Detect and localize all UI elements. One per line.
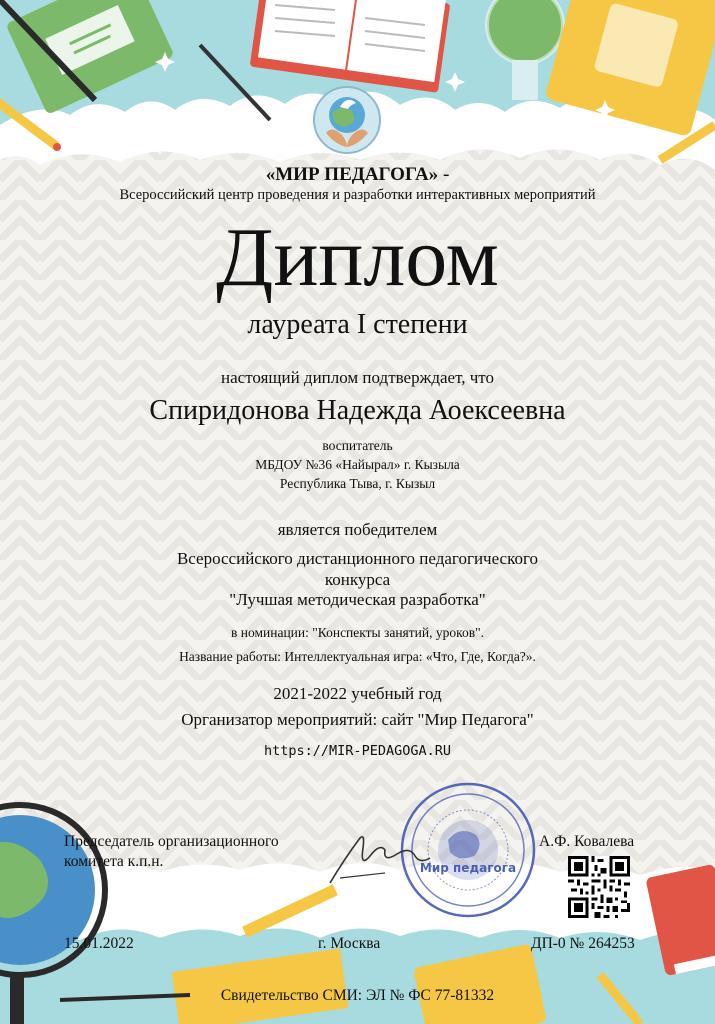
position: воспитатель bbox=[322, 438, 393, 453]
work-title: Название работы: Интеллектуальная игра: «Что, Где, Когда?». bbox=[179, 649, 536, 664]
chairman-line1: Председатель организационного bbox=[64, 833, 279, 850]
media-certificate: Свидетельство СМИ: ЭЛ № ФС 77-81332 bbox=[220, 987, 495, 1004]
recipient-name: Спиридонова Надежда Аоексеевна bbox=[149, 395, 566, 426]
org-subtitle: Всероссийский центр проведения и разработки интерактивных мероприятий bbox=[119, 187, 596, 203]
logo bbox=[312, 85, 382, 155]
academic-year: 2021-2022 учебный год bbox=[273, 684, 442, 703]
stamp-text: Мир педагога bbox=[419, 861, 517, 875]
nomination: в номинации: "Конспекты занятий, уроков". bbox=[231, 625, 484, 640]
chairman-line2: комитета к.п.н. bbox=[64, 853, 164, 870]
diploma-title: Диплом bbox=[216, 211, 499, 304]
confirms-text: настоящий диплом подтверждает, что bbox=[221, 368, 494, 387]
organizer: Организатор мероприятий: сайт "Мир Педагога" bbox=[181, 710, 534, 729]
qr-code[interactable] bbox=[568, 856, 630, 918]
contest-line1: Всероссийского дистанционного педагогического bbox=[176, 549, 539, 568]
diploma-degree: лауреата I степени bbox=[247, 309, 468, 340]
doc-number: ДП-0 № 264253 bbox=[531, 935, 635, 952]
org-name-line bbox=[0, 164, 715, 186]
signature bbox=[325, 828, 435, 888]
contest-line2: конкурса bbox=[324, 570, 391, 589]
org-name: «МИР ПЕДАГОГА» bbox=[265, 164, 439, 185]
institution: МБДОУ №36 «Найырал» г. Кызыла bbox=[255, 457, 460, 472]
site-url[interactable]: https://MIR-PEDAGOGA.RU bbox=[264, 743, 451, 759]
contest-name: "Лучшая методическая разработка" bbox=[229, 590, 486, 609]
issue-city: г. Москва bbox=[318, 935, 381, 952]
winner-text: является победителем bbox=[277, 520, 438, 539]
org-dash: - bbox=[442, 164, 450, 185]
region: Республика Тыва, г. Кызыл bbox=[279, 476, 436, 491]
signatory-name: А.Ф. Ковалева bbox=[539, 833, 635, 850]
issue-date: 15.01.2022 bbox=[64, 935, 134, 952]
